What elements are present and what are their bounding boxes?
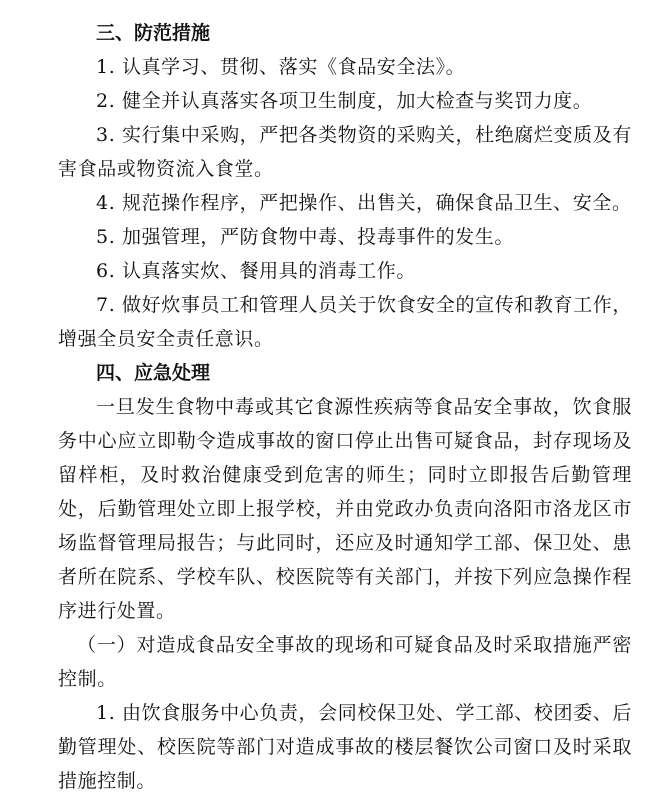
prevention-item-5: 5. 加强管理，严防食物中毒、投毒事件的发生。: [96, 226, 514, 248]
prevention-item-2: 2. 健全并认真落实各项卫生制度，加大检查与奖罚力度。: [96, 90, 593, 112]
prevention-item-1: 1. 认真学习、贯彻、落实《食品安全法》。: [96, 56, 466, 78]
emergency-subsection-1: （一）对造成食品安全事故的现场和可疑食品及时采取措施严密控制。: [58, 634, 632, 690]
section-heading-emergency: 四、应急处理: [96, 362, 211, 384]
prevention-item-6: 6. 认真落实炊、餐用具的消毒工作。: [96, 260, 416, 282]
section-heading-prevention: 三、防范措施: [96, 22, 211, 44]
prevention-item-4: 4. 规范操作程序，严把操作、出售关，确保食品卫生、安全。: [96, 192, 632, 214]
prevention-item-3: 3. 实行集中采购，严把各类物资的采购关，杜绝腐烂变质及有害食品或物资流入食堂。: [58, 124, 632, 180]
prevention-item-7: 7. 做好炊事员工和管理人员关于饮食安全的宣传和教育工作，增强全员安全责任意识。: [58, 294, 632, 350]
emergency-item-1: 1. 由饮食服务中心负责，会同校保卫处、学工部、校团委、后勤管理处、校医院等部门对造成事故的楼层餐饮公司窗口及时采取措施控制。: [58, 702, 632, 792]
document-page: [58, 0, 632, 798]
emergency-intro-paragraph: 一旦发生食物中毒或其它食源性疾病等食品安全事故，饮食服务中心应立即勒令造成事故的窗口停止出售可疑食品，封存现场及留样柜，及时救治健康受到危害的师生；同时立即报告后勤管理处，后勤管理处立即上报学校，并由党政办负责向洛阳市洛龙区市场监督管理局报告；与此同时，还应及时通知学工部、保卫处、患者所在院系、学校车队、校医院等有关部门，并按下列应急操作程序进行处置。: [58, 396, 632, 622]
